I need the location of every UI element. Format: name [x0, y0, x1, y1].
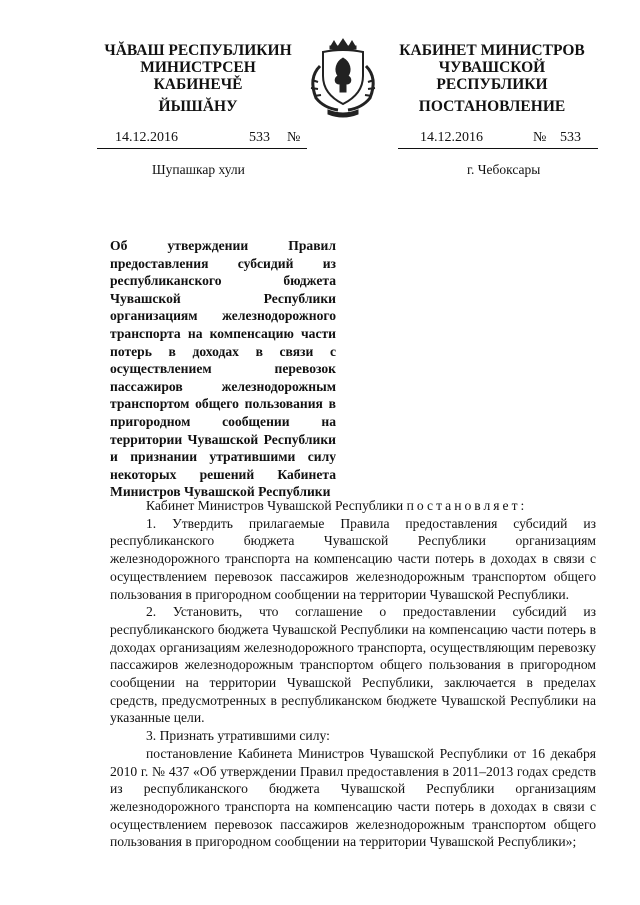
number-chuvash: 533	[249, 130, 270, 145]
document-body	[110, 497, 596, 851]
intro-paragraph	[110, 497, 596, 515]
paragraph-3: 3. Признать утратившими силу:	[146, 728, 330, 744]
document-title: Об утверждении Правил предоставления субсидий из республиканского бюджета Чувашской Республики организациям железнодорожного транспорта на компенсацию части потерь в доходах в связи с осуществлением перевозок пассажиров железнодорожным транспортом общего пользования в пригородном сообщении на территории Чувашской Республики и признании утратившими силу некоторых решений Кабинета Министров Чувашской Республики	[110, 238, 336, 500]
doc-type-chuvash: ЙЫШĂНУ	[158, 98, 238, 115]
issuer-chuvash-line2: МИНИСТРСЕН КАБИНЕЧĚ	[140, 59, 256, 93]
date-number-line-russian	[398, 130, 598, 149]
issuer-russian-line2: ЧУВАШСКОЙ РЕСПУБЛИКИ	[436, 59, 548, 93]
number-russian: 533	[560, 130, 581, 145]
date-chuvash: 14.12.2016	[115, 130, 178, 145]
issuer-chuvash-line1: ЧĂВАШ РЕСПУБЛИКИН	[104, 42, 292, 59]
paragraph-1: 1. Утвердить прилагаемые Правила предоставления субсидий из республиканского бюджета Чувашской Республики организациям железнодорожного транспорта на компенсацию части потерь в доходах в связи с осуществлением перевозок пассажиров железнодорожным транспортом общего пользования в пригородном сообщении на территории Чувашской Республики.	[110, 515, 596, 602]
city-russian: г. Чебоксары	[467, 162, 541, 177]
city-chuvash: Шупашкар хули	[152, 162, 245, 177]
issuer-chuvash	[98, 42, 298, 93]
coat-of-arms-emblem	[298, 36, 388, 118]
paragraph-2: 2. Установить, что соглашение о предоставлении субсидий из республиканского бюджета Чувашской Республики на компенсацию части потерь в доходах организациям железнодорожного транспорта, осуществляющим перевозку пассажиров железнодорожным транспортом общего пользования в пригородном сообщении на территории Чувашской Республики, заключается в пределах средств, предусмотренных в республиканском бюджете Чувашской Республики на указанные цели.	[110, 604, 596, 726]
issuer-russian-line1: КАБИНЕТ МИНИСТРОВ	[399, 42, 585, 59]
number-sign-chuvash: №	[287, 130, 301, 145]
number-sign-russian: №	[533, 130, 547, 145]
intro-lead: Кабинет Министров Чувашской Республики	[146, 498, 404, 513]
issuer-russian	[392, 42, 592, 93]
date-russian: 14.12.2016	[420, 130, 483, 145]
paragraph-4: постановление Кабинета Министров Чувашской Республики от 16 декабря 2010 г. № 437 «Об утверждении Правил предоставления в 2011–2013 годах средств из республиканского бюджета Чувашской Республики организациям железнодорожного транспорта на компенсацию части потерь в доходах в связи с осуществлением перевозок пассажиров железнодорожным транспортом общего пользования в пригородном сообщении на территории Чувашской Республики»;	[110, 745, 596, 850]
date-number-line-chuvash	[97, 130, 307, 149]
intro-verb: постановляет:	[406, 498, 528, 513]
doc-type-russian: ПОСТАНОВЛЕНИЕ	[418, 98, 566, 115]
